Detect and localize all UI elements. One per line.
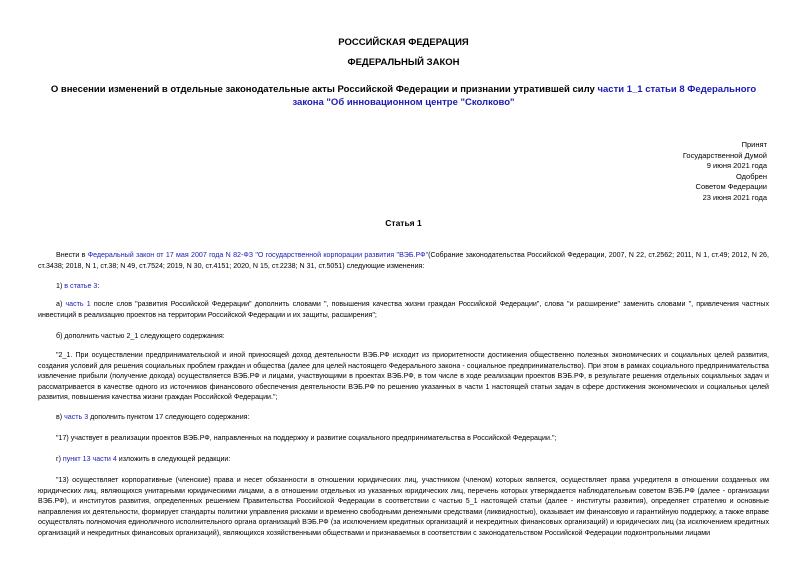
paragraph-text: 1) [56, 282, 65, 290]
paragraph-text: дополнить пунктом 17 следующего содержания: [88, 413, 250, 421]
point-13-part-4-link[interactable]: пункт 13 части 4 [62, 455, 117, 463]
intro-paragraph [38, 250, 769, 271]
paragraph-text: изложить в следующей редакции: [116, 455, 231, 463]
law-title-text: О внесении изменений в отдельные законодательные акты Российской Федерации и признании утратившей силу [50, 84, 598, 95]
article-heading: Статья 1 [385, 218, 422, 228]
paragraph-text: а) [56, 300, 66, 308]
paragraph-text: : [97, 282, 100, 290]
part-3-link[interactable]: часть 3 [64, 413, 89, 421]
adoption-info [567, 140, 767, 204]
paragraph-text: в) [56, 413, 65, 421]
law-title-link[interactable]: части 1_1 статьи 8 Федерального закона "Об инновационном центре "Сколково" [292, 84, 757, 108]
item-13-paragraph: "13) осуществляет корпоративные (членские) права и несет обязанности в отношении юридических лиц, участником (членом) которых является, осуществляет права учредителя в отношении созданных им юридических лиц, являющихся унитарными юридическими лицами, а в отношении отдельных из указанных юридических лиц, перечень которых утверждается наблюдательным советом ВЭБ.РФ (далее - организации ВЭБ.РФ), и институтов развития, определенных решением Правительства Российской Федерации в соответствии с частью 5_1 настоящей статьи (далее - институты развития), определяет стратегию и основные направления их деятельности, формирует стандарты политики управления рисками и временно свободными денежными средствами (ликвидностью), оказывает им финансовую и гарантийную поддержку, а также вправе осуществлять полномочия единоличного исполнительного органа организаций ВЭБ.РФ (за исключением кредитных организаций и некредитных финансовых организаций) и юридических лиц (за исключением кредитных организаций и некредитных финансовых организаций), являющихся хозяйственными обществами и признаваемых в соответствии с законодательством Российской Федерации подконтрольными лицами [38, 476, 769, 537]
item-a-paragraph [38, 299, 769, 320]
federal-law-link[interactable]: Федеральный закон от 17 мая 2007 года N 82-ФЗ "О государственной корпорации развития "ВЭБ.РФ" [87, 251, 429, 259]
law-type-heading: ФЕДЕРАЛЬНЫЙ ЗАКОН [347, 57, 460, 68]
quote-paragraph: "2_1. При осуществлении предпринимательской и иной приносящей доход деятельности ВЭБ.РФ исходит из приоритетности достижения общественно полезных экономических и социальных целей развития, создания условий для решения социальных проблем граждан и общества (далее для целей настоящего Федерального закона - социальное предпринимательство). При этом в рамках социального предпринимательства извлечение прибыли (получение дохода) осуществляется ВЭБ.РФ и лицами, участвующими в проектах ВЭБ.РФ, в том числе в ходе реализации проектов ВЭБ.РФ, в результате решения отдельных социальных задач и рассматривается в качестве одного из источников финансового обеспечения деятельности ВЭБ.РФ по решению указанных в части 1 настоящей статьи задач в сфере достижения экономических и социальных целей развития, повышения качества жизни граждан Российской Федерации."; [38, 351, 769, 402]
adoption-line: 23 июня 2021 года [702, 192, 767, 202]
item-17-paragraph: "17) участвует в реализации проектов ВЭБ.РФ, направленных на поддержку и развитие социального предпринимательства в Российской Федерации."; [56, 434, 557, 442]
country-heading: РОССИЙСКАЯ ФЕДЕРАЦИЯ [338, 37, 469, 48]
part-1-link[interactable]: часть 1 [65, 300, 91, 308]
adoption-line: Принят [741, 140, 767, 149]
item-g-paragraph [38, 454, 769, 465]
paragraph-text: (Собрание законодательства Российской Федерации, 2007, N 22, ст.2562; 2011, N 1, ст.49; 2012, N 26, ст.3438; 2018, N 1, ст.38; N 49, ст.7524; 2019, N 30, ст.4151; 2020, N 15, ст.2238; N 31, ст.5051) следующие изменения: [38, 251, 769, 270]
adoption-line: Советом Федерации [695, 182, 767, 192]
paragraph-text: после слов "развития Российской Федерации" дополнить словами ", повышения качества жизни граждан Российской Федерации", слова "и расширение" заменить словами ", привлечения частных инвестиций в реализацию проектов на территории Российской Федерации и их защиты, расширения"; [38, 300, 769, 319]
item-1-paragraph [38, 281, 769, 292]
adoption-line: 9 июня 2021 года [706, 161, 767, 171]
paragraph-text: Внести в [56, 251, 88, 259]
adoption-line: Одобрен [736, 171, 767, 181]
paragraph-text: г) [56, 455, 63, 463]
article-3-link[interactable]: в статье 3 [64, 282, 98, 290]
law-title [40, 83, 767, 109]
item-b-paragraph: б) дополнить частью 2_1 следующего содержания: [56, 332, 225, 340]
adoption-line: Государственной Думой [682, 150, 767, 160]
item-v-paragraph [38, 412, 769, 423]
